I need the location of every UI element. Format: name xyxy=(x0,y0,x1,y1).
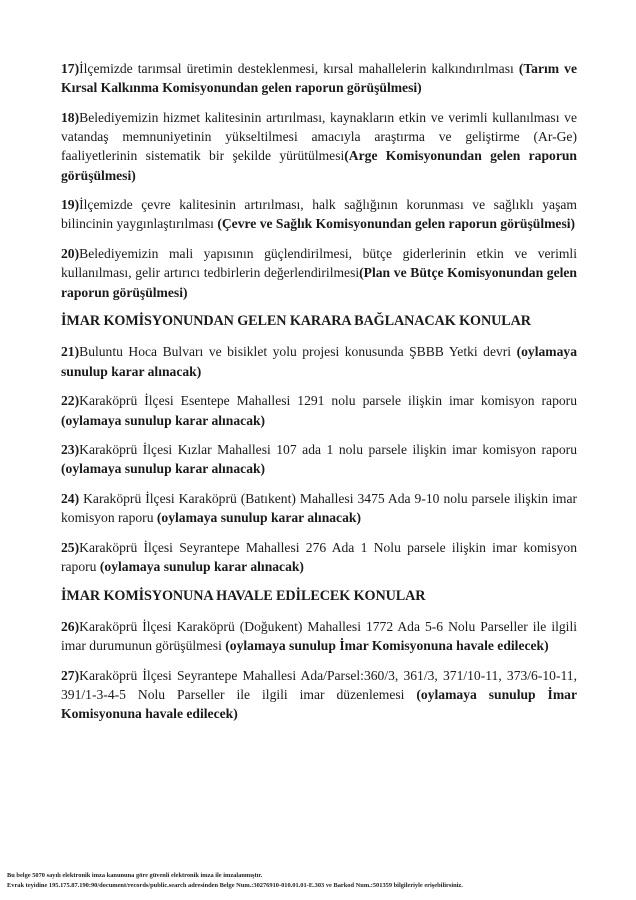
item-text: İlçemizde tarımsal üretimin desteklenmesi, kırsal mahallelerin kalkındırılması xyxy=(79,61,519,76)
document-body xyxy=(61,59,577,734)
agenda-item-24 xyxy=(61,489,577,527)
item-text: Karaköprü İlçesi Seyrantepe Mahallesi Ada/Parsel:360/3, 361/3, 371/10-11, 373/6-10-11, 391/1-3-4-5 Nolu Parseller ile ilgili imar düzenlemesi xyxy=(61,668,577,703)
item-action: (Çevre ve Sağlık Komisyonundan gelen raporun görüşülmesi) xyxy=(217,216,576,232)
item-number: 25) xyxy=(61,540,80,556)
item-text: Belediyemizin hizmet kalitesinin artırılması, kaynakların etkin ve verimli kullanılması ve vatandaş memnuniyetinin yükseltilmesi amacıyla araştırma ve geliştirme (Ar-Ge) faaliyetlerinin sistematik bir şekilde yürütülmesi xyxy=(61,109,577,164)
item-action: (Arge Komisyonundan gelen raporun görüşülmesi) xyxy=(61,148,577,183)
item-text: Karaköprü İlçesi Esentepe Mahallesi 1291 nolu parsele ilişkin imar komisyon raporu xyxy=(79,393,577,409)
agenda-item-22 xyxy=(61,391,577,429)
item-number: 26) xyxy=(61,619,80,635)
item-number: 18) xyxy=(61,109,80,125)
agenda-item-26 xyxy=(61,617,577,655)
item-number: 17) xyxy=(61,61,80,76)
item-text: Karaköprü İlçesi Seyrantepe Mahallesi 276 Ada 1 Nolu parsele ilişkin imar komisyon raporu xyxy=(61,540,577,575)
item-action: (oylamaya sunulup karar alınacak) xyxy=(61,344,577,379)
agenda-item-19 xyxy=(61,195,577,233)
item-action: (oylamaya sunulup İmar Komisyonuna havale edilecek) xyxy=(61,687,577,722)
item-number: 19) xyxy=(61,197,80,213)
footer-verification-note: Evrak teyidine 195.175.87.190:90/document/records/public.search adresinden Belge Num.:30276910-010.01.01-E.303 ve Barkod Num.:501359 bilgileriyle erişebilirsiniz. xyxy=(7,882,463,889)
item-number: 21) xyxy=(61,344,80,360)
item-action: (oylamaya sunulup karar alınacak) xyxy=(99,559,304,575)
section-heading-imar-havale: İMAR KOMİSYONUNA HAVALE EDİLECEK KONULAR xyxy=(61,587,426,604)
item-number: 22) xyxy=(61,393,80,409)
agenda-item-25 xyxy=(61,538,577,576)
item-text: Karaköprü İlçesi Karaköprü (Batıkent) Mahallesi 3475 Ada 9-10 nolu parsele ilişkin imar komisyon raporu xyxy=(61,491,577,526)
footer-signature-note: Bu belge 5070 sayılı elektronik imza kanununa göre güvenli elektronik imza ile imzalanmıştır. xyxy=(7,872,263,879)
item-action: (oylamaya sunulup karar alınacak) xyxy=(61,412,266,428)
e-signature-footer xyxy=(7,871,632,891)
item-action: (Tarım ve Kırsal Kalkınma Komisyonundan gelen raporun görüşülmesi) xyxy=(61,61,577,96)
item-number: 20) xyxy=(61,246,80,262)
agenda-item-23 xyxy=(61,440,577,478)
item-action: (oylamaya sunulup karar alınacak) xyxy=(156,510,361,526)
item-number: 27) xyxy=(61,668,80,684)
item-text: Karaköprü İlçesi Kızlar Mahallesi 107 ada 1 nolu parsele ilişkin imar komisyon raporu xyxy=(79,442,577,458)
section-heading-imar-karar: İMAR KOMİSYONUNDAN GELEN KARARA BAĞLANACAK KONULAR xyxy=(61,313,531,330)
agenda-item-20 xyxy=(61,244,577,302)
agenda-item-18 xyxy=(61,108,577,185)
item-action: (oylamaya sunulup karar alınacak) xyxy=(61,461,266,477)
item-action: (oylamaya sunulup İmar Komisyonuna havale edilecek) xyxy=(225,638,549,654)
item-text: Belediyemizin mali yapısının güçlendirilmesi, bütçe giderlerinin etkin ve verimli kullanılması, gelir artırıcı tedbirlerin değerlendirilmesi xyxy=(61,246,577,281)
item-number: 23) xyxy=(61,442,80,458)
agenda-item-27 xyxy=(61,666,577,724)
item-text: İlçemizde çevre kalitesinin artırılması, halk sağlığının korunması ve sağlıklı yaşam bilincinin yaygınlaştırılması xyxy=(61,197,577,232)
agenda-item-17 xyxy=(61,59,577,97)
item-text: Karaköprü İlçesi Karaköprü (Doğukent) Mahallesi 1772 Ada 5-6 Nolu Parseller ile ilgili imar durumunun görüşülmesi xyxy=(61,619,577,654)
item-number: 24) xyxy=(61,491,80,507)
item-action: (Plan ve Bütçe Komisyonundan gelen raporun görüşülmesi) xyxy=(61,265,577,300)
item-text: Buluntu Hoca Bulvarı ve bisiklet yolu projesi konusunda ŞBBB Yetki devri xyxy=(79,344,517,360)
agenda-item-21 xyxy=(61,342,577,380)
